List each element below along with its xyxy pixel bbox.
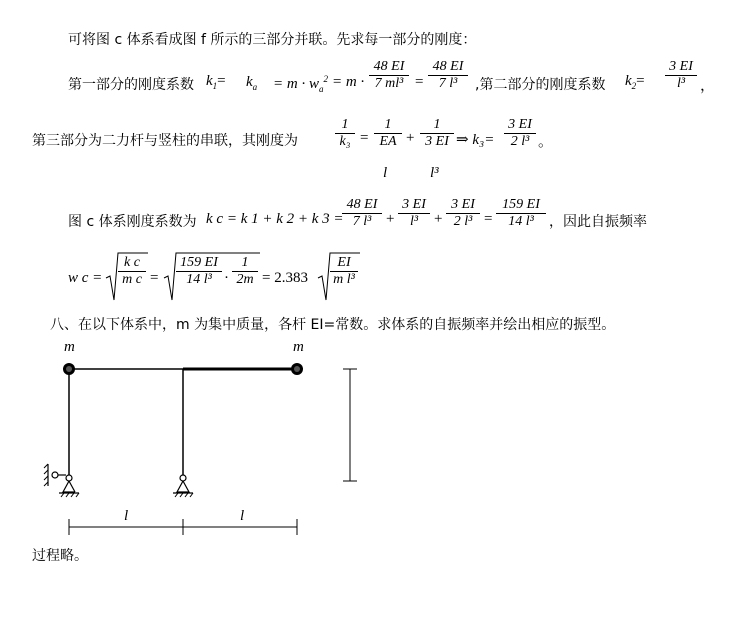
k1-symbol: $k_1=$ bbox=[206, 73, 226, 91]
ending-text: 过程略。 bbox=[32, 548, 88, 564]
comma: ， bbox=[700, 78, 716, 94]
kc-sum-expr: k c = k 1 + k 2 + k 3 = bbox=[206, 211, 344, 227]
middle-pin bbox=[180, 475, 186, 481]
equals-sign: = bbox=[150, 270, 159, 286]
fraction-159ei-14l3-root: $\frac{159 EI}{\text{14 l³}}$ bbox=[176, 255, 222, 288]
intro-text: 可将图 c 体系看成图 f 所示的三部分并联。先求每一部分的刚度： bbox=[68, 32, 477, 48]
m-wa-expr: = $m \cdot w_a^2$ bbox=[273, 74, 328, 94]
fraction-kc-mc: $\frac{\text{k c}}{\text{m c}}$ bbox=[118, 255, 146, 288]
part2-label: ,第二部分的刚度系数 bbox=[475, 77, 606, 93]
mass-left-highlight bbox=[66, 366, 72, 372]
plus-sign: + bbox=[406, 130, 415, 146]
fraction-48ei-7l3-sum: $\frac{48 EI}{\text{7 l³}}$ bbox=[342, 197, 382, 230]
part1-label: 第一部分的刚度系数 bbox=[68, 77, 194, 93]
fraction-48ei-7ml3: $\frac{48 EI}{\text{7 ml³}}$ bbox=[369, 59, 409, 92]
fraction-1-3ei: $\frac{1}{3 EI}$ bbox=[420, 117, 454, 150]
middle-support-triangle bbox=[177, 481, 189, 492]
radical-sign bbox=[106, 253, 148, 300]
dot: · bbox=[224, 270, 229, 286]
fraction-ei-ml3: $\frac{EI}{\text{m l³}}$ bbox=[330, 255, 358, 288]
mass-right-highlight bbox=[294, 366, 300, 372]
system-label: 图 c 体系刚度系数为 bbox=[68, 214, 197, 230]
plus-sign: + bbox=[434, 211, 443, 227]
k2-symbol: $k_2=$ bbox=[625, 73, 645, 91]
lateral-link-pin-outer bbox=[52, 472, 58, 478]
wc-expr: w c = bbox=[68, 270, 103, 286]
equals-sign: = bbox=[415, 74, 424, 90]
fraction-3ei-l3-sum: $\frac{3 EI}{\text{l³}}$ bbox=[398, 197, 430, 230]
plus-sign: + bbox=[386, 211, 395, 227]
fraction-3ei-2l3-sum: $\frac{3 EI}{\text{2 l³}}$ bbox=[446, 197, 480, 230]
equals-sign: = bbox=[360, 130, 369, 146]
problem-8-text: 八、在以下体系中，m 为集中质量，各杆 EI=常数。求体系的自振频率并绘出相应的振型。 bbox=[50, 317, 616, 333]
left-pin bbox=[66, 475, 72, 481]
fraction-3ei-l3: $\frac{3 EI}{\text{l³}}$ bbox=[665, 59, 697, 92]
fraction-1-ea: $\frac{1}{EA}$ bbox=[374, 117, 402, 150]
fraction-1-k3: $\frac{1}{\text{k₃}}$ bbox=[335, 117, 355, 150]
part3-text: 第三部分为二力杆与竖柱的串联，其刚度为 bbox=[32, 133, 298, 149]
span-label-right: l bbox=[240, 508, 245, 524]
fraction-48ei-7l3: $\frac{48 EI}{\text{7 l³}}$ bbox=[428, 59, 468, 92]
3ei-length: l³ bbox=[430, 165, 439, 181]
period: 。 bbox=[538, 134, 554, 150]
mass-label-left: m bbox=[64, 339, 75, 355]
mass-label-right: m bbox=[293, 339, 304, 355]
left-support-triangle bbox=[69, 481, 75, 492]
fraction-159ei-14l3: $\frac{159 EI}{\text{14 l³}}$ bbox=[496, 197, 546, 230]
fraction-1-2m: $\frac{1}{2m}$ bbox=[232, 255, 258, 288]
ea-length: l bbox=[383, 165, 388, 181]
freq-label: ，因此自振频率 bbox=[549, 214, 647, 230]
k3-result: ⇒ k₃= bbox=[456, 132, 495, 148]
radical-sign bbox=[164, 253, 260, 300]
coefficient: = 2.383 bbox=[262, 270, 308, 286]
span-label-left: l bbox=[124, 508, 129, 524]
fraction-3ei-2l3: $\frac{3 EI}{\text{2 l³}}$ bbox=[504, 117, 536, 150]
ka-symbol: $k_a$ bbox=[246, 74, 258, 92]
left-support-triangle bbox=[63, 481, 75, 492]
radical-sign bbox=[318, 253, 360, 300]
equals-sign: = bbox=[484, 211, 493, 227]
eq-m-expr: = m · bbox=[332, 74, 365, 90]
